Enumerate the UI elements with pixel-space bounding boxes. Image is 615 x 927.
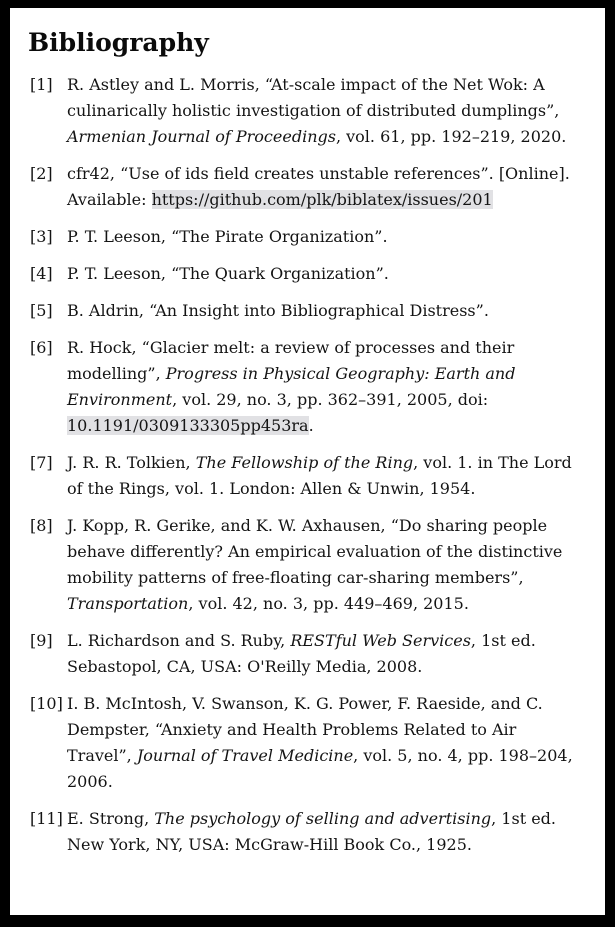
entry-number: [4] — [30, 264, 53, 283]
text-run: modelling”, — [67, 364, 166, 383]
entry-line — [67, 187, 570, 213]
italic-title-text: RESTful Web Services — [290, 631, 471, 650]
bibliography-entry — [30, 224, 605, 250]
text-run: . — [308, 416, 314, 435]
entry-text — [67, 335, 515, 439]
text-run: 2006. — [67, 772, 113, 791]
entry-text — [67, 628, 536, 680]
entry-line — [67, 654, 536, 680]
italic-title-text: Environment — [67, 390, 173, 409]
text-run: P. T. Leeson, “The Quark Organization”. — [67, 264, 389, 283]
entry-number: [11] — [30, 809, 63, 828]
bibliography-entry — [30, 261, 605, 287]
entry-number: [9] — [30, 631, 53, 650]
text-run: , vol. 5, no. 4, pp. 198–204, — [353, 746, 573, 765]
text-run: Dempster, “Anxiety and Health Problems Related to Air — [67, 720, 517, 739]
text-run: , vol. 1. in The Lord — [413, 453, 572, 472]
entry-line — [67, 691, 573, 717]
entry-text — [67, 691, 573, 795]
entry-line — [67, 261, 389, 287]
entry-number: [6] — [30, 338, 53, 357]
bibliography-entry — [30, 806, 605, 858]
text-run: R. Astley and L. Morris, “At-scale impact of the Net Wok: A — [67, 75, 545, 94]
text-run: Available: — [67, 190, 152, 209]
text-run: mobility patterns of free-floating car-sharing members”, — [67, 568, 524, 587]
entry-line — [67, 361, 515, 387]
text-run: , vol. 42, no. 3, pp. 449–469, 2015. — [188, 594, 469, 613]
text-run: E. Strong, — [67, 809, 155, 828]
entry-text — [67, 806, 556, 858]
italic-title-text: Progress in Physical Geography: Earth and — [165, 364, 516, 383]
text-run: cfr42, “Use of ids field creates unstable references”. [Online]. — [67, 164, 570, 183]
entry-line — [67, 717, 573, 743]
entry-number: [8] — [30, 516, 53, 535]
italic-title-text: The Fellowship of the Ring — [195, 453, 414, 472]
text-run: J. R. R. Tolkien, — [67, 453, 196, 472]
entry-line — [67, 591, 562, 617]
page-title: Bibliography — [28, 28, 209, 57]
text-run: culinarically holistic investigation of distributed dumplings”, — [67, 101, 560, 120]
entry-line — [67, 413, 515, 439]
text-run: behave differently? An empirical evaluation of the distinctive — [67, 542, 563, 561]
entry-line — [67, 98, 566, 124]
text-run: of the Rings, vol. 1. London: Allen & Unwin, 1954. — [67, 479, 476, 498]
text-run: R. Hock, “Glacier melt: a review of processes and their — [67, 338, 515, 357]
entry-line — [67, 124, 566, 150]
entry-line — [67, 72, 566, 98]
entry-text — [67, 261, 389, 287]
text-run: , 1st ed. — [470, 631, 536, 650]
text-run: I. B. McIntosh, V. Swanson, K. G. Power, F. Raeside, and C. — [67, 694, 543, 713]
text-run: , vol. 29, no. 3, pp. 362–391, 2005, doi: — [172, 390, 489, 409]
italic-title-text: Transportation — [67, 594, 189, 613]
entry-line — [67, 335, 515, 361]
entry-line — [67, 806, 556, 832]
entry-number: [1] — [30, 75, 53, 94]
bibliography-entry — [30, 335, 605, 439]
entry-line — [67, 539, 562, 565]
entry-text — [67, 161, 570, 213]
text-run: Sebastopol, CA, USA: O'Reilly Media, 2008. — [67, 657, 423, 676]
document-page — [10, 8, 605, 915]
text-run: , 1st ed. — [491, 809, 556, 828]
text-run: Travel”, — [67, 746, 137, 765]
entry-text — [67, 298, 489, 324]
bibliography-list — [30, 72, 605, 858]
bibliography-entry — [30, 513, 605, 617]
entry-number: [10] — [30, 694, 63, 713]
bibliography-entry — [30, 450, 605, 502]
italic-title-text: The psychology of selling and advertising — [154, 809, 492, 828]
entry-line — [67, 476, 572, 502]
entry-line — [67, 224, 388, 250]
entry-line — [67, 628, 536, 654]
italic-title-text: Journal of Travel Medicine — [136, 746, 354, 765]
entry-line — [67, 565, 562, 591]
entry-line — [67, 161, 570, 187]
entry-number: [5] — [30, 301, 53, 320]
entry-line — [67, 743, 573, 769]
entry-line — [67, 832, 556, 858]
bibliography-entry — [30, 72, 605, 150]
bibliography-entry — [30, 628, 605, 680]
entry-text — [67, 72, 566, 150]
bibliography-entry — [30, 298, 605, 324]
text-run: , vol. 61, pp. 192–219, 2020. — [335, 127, 567, 146]
italic-title-text: Armenian Journal of Proceedings — [67, 127, 336, 146]
entry-line — [67, 298, 489, 324]
reference-link[interactable]: 10.1191/0309133305pp453ra — [67, 416, 309, 435]
entry-number: [2] — [30, 164, 53, 183]
entry-text — [67, 450, 572, 502]
text-run: P. T. Leeson, “The Pirate Organization”. — [67, 227, 388, 246]
text-run: B. Aldrin, “An Insight into Bibliographical Distress”. — [67, 301, 489, 320]
bibliography-entry — [30, 691, 605, 795]
bibliography-entry — [30, 161, 605, 213]
text-run: J. Kopp, R. Gerike, and K. W. Axhausen, “Do sharing people — [67, 516, 548, 535]
entry-text — [67, 513, 562, 617]
text-run: New York, NY, USA: McGraw-Hill Book Co., 1925. — [67, 835, 472, 854]
entry-line — [67, 769, 573, 795]
text-run: L. Richardson and S. Ruby, — [67, 631, 291, 650]
reference-link[interactable]: https://github.com/plk/biblatex/issues/201 — [151, 190, 493, 209]
entry-number: [7] — [30, 453, 53, 472]
entry-line — [67, 450, 572, 476]
entry-number: [3] — [30, 227, 53, 246]
entry-text — [67, 224, 388, 250]
entry-line — [67, 513, 562, 539]
entry-line — [67, 387, 515, 413]
